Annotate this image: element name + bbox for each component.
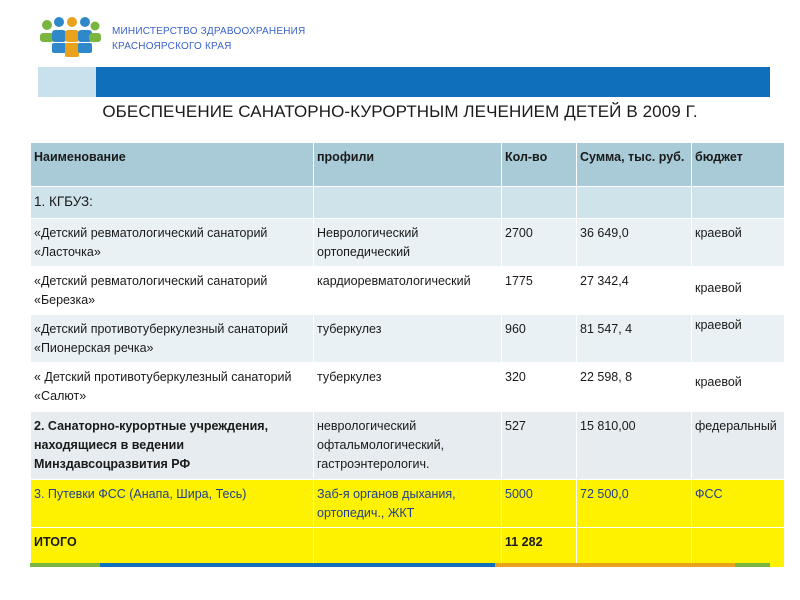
total-row [31,528,785,568]
row-budget: краевой [692,219,785,267]
header-bar-blue [96,67,770,97]
row-count: 2700 [502,219,577,267]
row-count: 1775 [502,267,577,315]
sanatorium-table [30,142,785,568]
row-sum: 36 649,0 [577,219,692,267]
row-profile: Заб-я органов дыхания, ортопедич., ЖКТ [314,480,502,528]
col-header-budget: бюджет [692,143,785,187]
table-row [31,219,785,267]
section-row [31,187,785,219]
row-budget: ФСС [692,480,785,528]
row-name: «Детский противотуберкулезный санаторий «Пионерская речка» [31,315,314,363]
row-profile: неврологический офтальмологический, гастроэнтерологич. [314,412,502,480]
table-header-row [31,143,785,187]
footer-color-bar [30,563,770,567]
total-label: ИТОГО [31,528,314,568]
ministry-line-1: МИНИСТЕРСТВО ЗДРАВООХРАНЕНИЯ [112,26,306,37]
row-sum: 15 810,00 [577,412,692,480]
row-budget: краевой [692,315,785,363]
row-profile: туберкулез [314,363,502,412]
row-budget: федеральный [692,412,785,480]
row-sum: 27 342,4 [577,267,692,315]
row-name: 2. Санаторно-курортные учреждения, находящиеся в ведении Минздавсоцразвития РФ [31,412,314,480]
table-row [31,267,785,315]
table-row [31,363,785,412]
table-row [31,412,785,480]
table-row [31,315,785,363]
header-bar-light [38,67,96,97]
ministry-name [112,24,305,54]
row-sum: 81 547, 4 [577,315,692,363]
row-budget: краевой [692,267,785,315]
row-name: 3. Путевки ФСС (Анапа, Шира, Тесь) [31,480,314,528]
row-count: 320 [502,363,577,412]
table-row [31,480,785,528]
total-count: 11 282 [502,528,577,568]
row-sum: 72 500,0 [577,480,692,528]
row-name: « Детский противотуберкулезный санаторий «Салют» [31,363,314,412]
row-count: 960 [502,315,577,363]
col-header-sum: Сумма, тыс. руб. [577,143,692,187]
people-group-logo-icon [38,16,102,60]
slide-title: ОБЕСПЕЧЕНИЕ САНАТОРНО-КУРОРТНЫМ ЛЕЧЕНИЕМ ДЕТЕЙ В 2009 Г. [102,102,698,121]
row-sum: 22 598, 8 [577,363,692,412]
row-name: «Детский ревматологический санаторий «Березка» [31,267,314,315]
col-header-profile: профили [314,143,502,187]
row-profile: Неврологический ортопедический [314,219,502,267]
ministry-line-2: КРАСНОЯРСКОГО КРАЯ [112,41,232,52]
section-label: 1. КГБУЗ: [31,187,314,219]
row-name: «Детский ревматологический санаторий «Ласточка» [31,219,314,267]
row-count: 5000 [502,480,577,528]
row-budget: краевой [692,363,785,412]
row-profile: кардиоревматологический [314,267,502,315]
row-profile: туберкулез [314,315,502,363]
col-header-count: Кол-во [502,143,577,187]
row-count: 527 [502,412,577,480]
col-header-name: Наименование [31,143,314,187]
